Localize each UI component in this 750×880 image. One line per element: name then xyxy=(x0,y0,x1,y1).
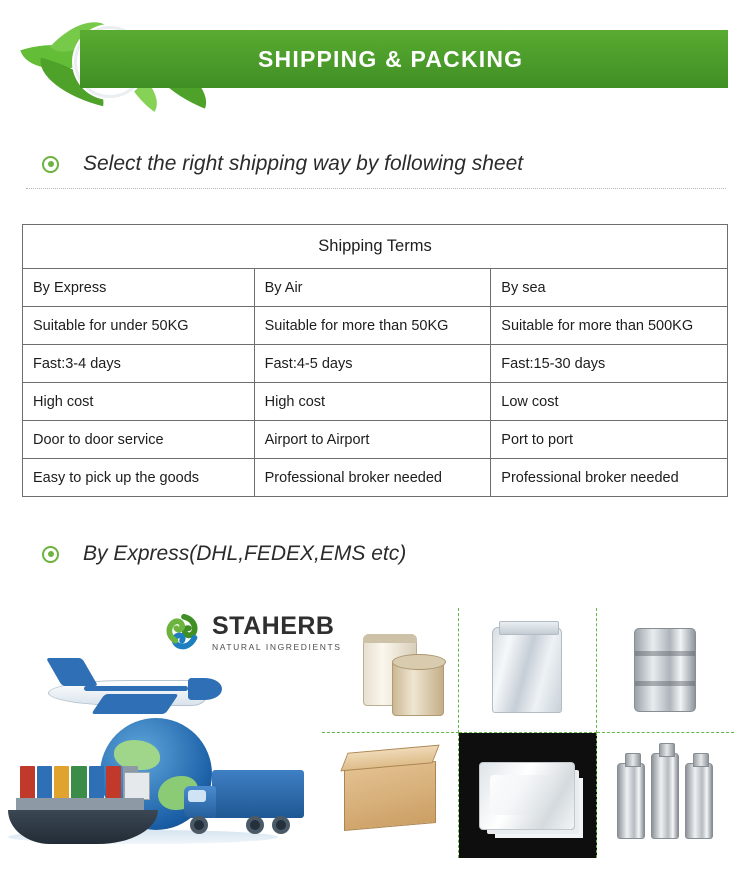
table-header-cell: By Air xyxy=(254,269,491,307)
divider xyxy=(26,188,726,189)
table-row xyxy=(23,421,728,459)
table-cell: Suitable for under 50KG xyxy=(23,307,255,345)
table-row xyxy=(23,345,728,383)
airplane-icon xyxy=(48,654,218,724)
table-cell: Suitable for more than 500KG xyxy=(491,307,728,345)
cargo-ship-icon xyxy=(8,758,158,850)
table-cell: Airport to Airport xyxy=(254,421,491,459)
truck-icon xyxy=(184,764,314,842)
table-cell: Professional broker needed xyxy=(254,459,491,497)
foil-bag-photo xyxy=(459,608,596,733)
aluminium-bottle-photo xyxy=(597,733,734,858)
transport-illustration xyxy=(8,618,318,858)
table-cell: Suitable for more than 50KG xyxy=(254,307,491,345)
table-header-cell: By sea xyxy=(491,269,728,307)
table-cell: High cost xyxy=(254,383,491,421)
table-cell: Professional broker needed xyxy=(491,459,728,497)
section-heading-text: Select the right shipping way by following sheet xyxy=(83,152,524,175)
shipping-terms-table xyxy=(22,224,728,497)
table-cell: High cost xyxy=(23,383,255,421)
ring-bullet-icon xyxy=(42,546,59,563)
section-heading-shipping-way xyxy=(42,152,523,176)
table-header-row xyxy=(23,269,728,307)
poly-bag-photo xyxy=(459,733,596,858)
table-cell: Port to port xyxy=(491,421,728,459)
table-title-row xyxy=(23,225,728,269)
table-title: Shipping Terms xyxy=(23,225,728,269)
table-header-cell: By Express xyxy=(23,269,255,307)
packaging-photo-grid xyxy=(322,608,734,858)
table-cell: Easy to pick up the goods xyxy=(23,459,255,497)
brand-tagline: NATURAL INGREDIENTS xyxy=(212,642,342,652)
table-row xyxy=(23,459,728,497)
carton-box-photo xyxy=(322,733,459,858)
page-title: SHIPPING & PACKING xyxy=(258,45,524,72)
table-cell: Door to door service xyxy=(23,421,255,459)
table-cell: Low cost xyxy=(491,383,728,421)
table-cell: Fast:3-4 days xyxy=(23,345,255,383)
table-row xyxy=(23,307,728,345)
table-cell: Fast:15-30 days xyxy=(491,345,728,383)
header-banner xyxy=(80,30,728,88)
brand-name: STAHERB xyxy=(212,612,335,640)
table-row xyxy=(23,383,728,421)
section-heading-by-express xyxy=(42,542,406,566)
section-heading-text: By Express(DHL,FEDEX,EMS etc) xyxy=(83,542,407,565)
page-header xyxy=(22,18,728,104)
fiber-drum-photo xyxy=(322,608,459,733)
ring-bullet-icon xyxy=(42,156,59,173)
table-cell: Fast:4-5 days xyxy=(254,345,491,383)
steel-drum-photo xyxy=(597,608,734,733)
logistics-photo-strip xyxy=(0,590,750,875)
